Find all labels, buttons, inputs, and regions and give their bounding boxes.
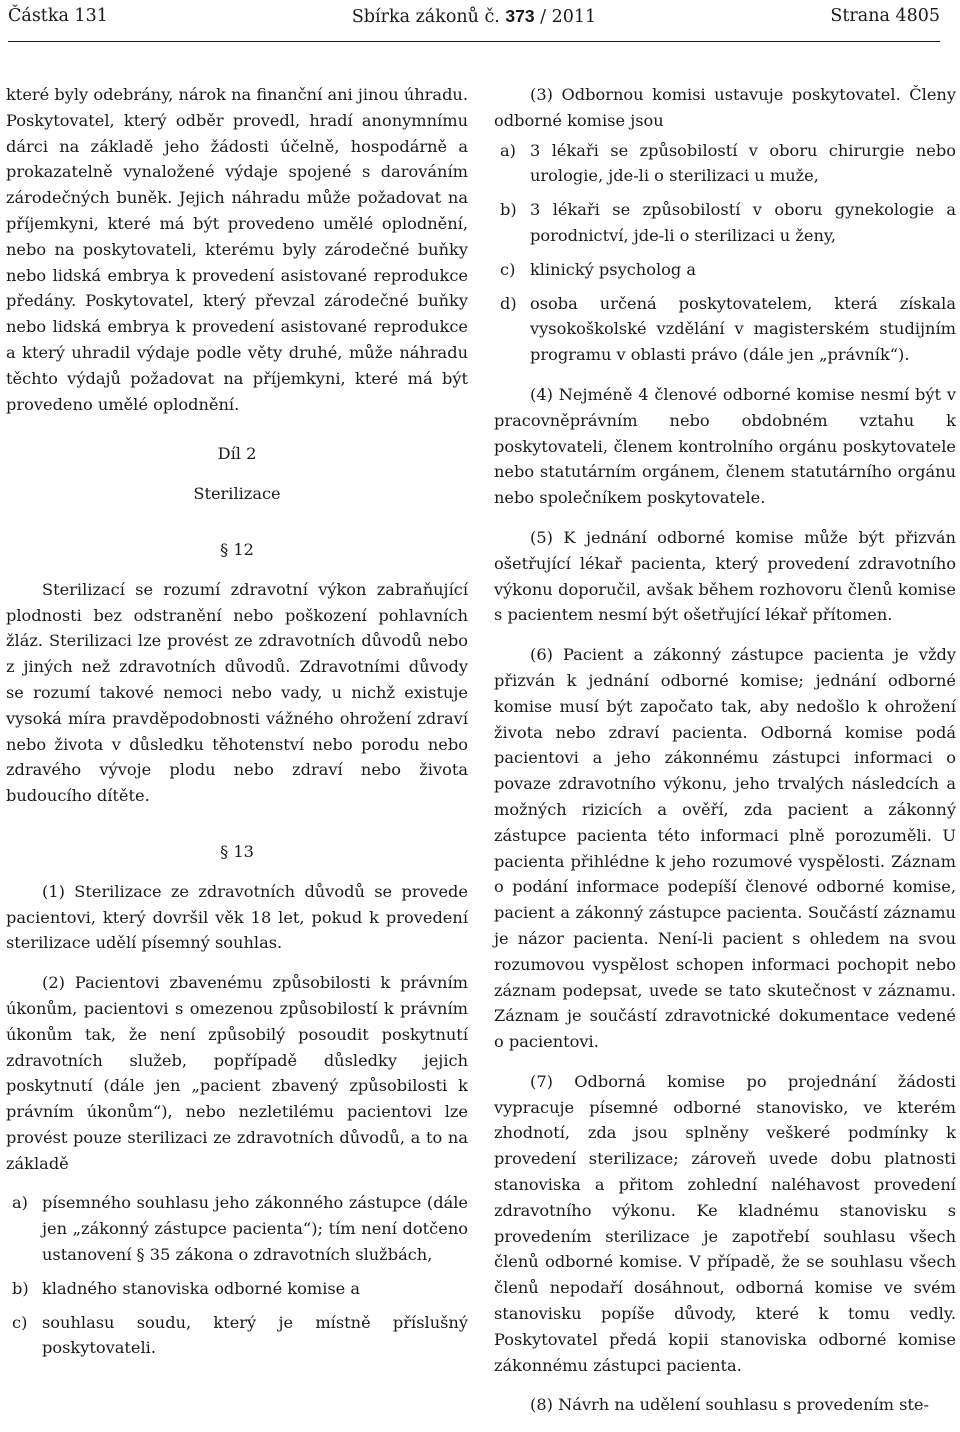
list-label: a) [12,1193,28,1213]
list-text: písemného souhlasu jeho zákonného zástupce (dále jen „zákonný zástupce pacienta“); tím není dotčeno ustanovení § 35 zákona o zdravotních službách, [42,1193,468,1265]
right-column [494,82,956,1432]
section-13-para-6: (6) Pacient a zákonný zástupce pacienta je vždy přizván k jednání odborné komise; jednání odborné komise musí být započato tak, aby nedošlo k ohrožení života nebo zdraví pacienta. Odborná komise podá pacientovi a jeho zákonnému zástupci informaci o povaze zdravotního výkonu, jeho trvalých následcích a možných rizicích a ověří, zda pacient a zákonný zástupce pacienta této informaci plně porozuměli. U pacienta přihlédne k jeho rozumové vyspělosti. Záznam o podání informace podepíší členové odborné komise, pacient a zákonný zástupce pacienta. Součástí záznamu je názor pacienta. Není-li pacient s ohledem na svou rozumovou vyspělost schopen informaci pochopit nebo záznam podepsat, uvede se tato skutečnost v záznamu. Záznam je součástí zdravotnické dokumentace vedené o pacientovi. [494,645,956,1052]
list-item [6,1190,468,1267]
list-label: b) [500,200,517,220]
part-title: Sterilizace [193,484,281,504]
paragraph-continued: které byly odebrány, nárok na finanční ani jinou úhradu. Poskytovatel, který odběr provedl, hradí anonymnímu dárci na základě jeho žádosti účelně, hospodárně a prokazatelně vynaložené výdaje spojené s darováním zárodečných buněk. Jejich náhradu může požadovat na příjemkyni, které má být provedeno umělé oplodnění, nebo na poskytovateli, kterému byly zárodečné buňky nebo lidská embrya k provedení asistované reprodukce předány. Poskytovatel, který převzal zárodečné buňky nebo lidská embrya k provedení asistované reprodukce a který uhradil výdaje podle věty druhé, může náhradu těchto výdajů požadovat na příjemkyni, které má být provedeno umělé oplodnění. [6,85,468,414]
collection-title [8,4,940,29]
collection-year: / 2011 [534,7,597,27]
list-item [6,1276,468,1302]
law-number: 373 [505,6,535,26]
part-heading: Díl 2 [217,444,257,464]
list-label: a) [500,140,516,160]
list-text: kladného stanoviska odborné komise a [42,1278,361,1298]
left-column [6,82,468,1375]
list-item [494,138,956,190]
section-13-para-1: (1) Sterilizace ze zdravotních důvodů se provede pacientovi, který dovršil věk 18 let, pokud k provedení sterilizace udělí písemný souhlas. [6,881,468,953]
section-12-heading: § 12 [220,539,254,559]
list-item [6,1310,468,1362]
section-13-heading: § 13 [220,841,254,861]
list-item [494,257,956,283]
section-13-para-7: (7) Odborná komise po projednání žádosti vypracuje písemné odborné stanovisko, ve kterém zhodnotí, zda jsou splněny veškeré podmínky k provedení sterilizace; zároveň uvede dobu platnosti stanoviska a přitom zohlední naléhavost provedení zdravotního výkonu. Ke kladnému stanovisku s provedením sterilizace je zapotřebí souhlasu všech členů odborné komise. V případě, že se souhlasu všech členů nepodaří dosáhnout, odborná komise ve svém stanovisku popíše důvody, které k tomu vedly. Poskytovatel předá kopii stanoviska odborné komise zákonnému zástupci pacienta. [494,1071,956,1375]
page-number: Strana 4805 [830,6,940,26]
list-label: d) [500,293,517,313]
collection-prefix: Sbírka zákonů č. [351,7,500,27]
page-header [8,4,940,28]
section-13-para-3: (3) Odbornou komisi ustavuje poskytovatel. Členy odborné komise jsou [494,85,956,130]
committee-members-list [494,138,956,368]
list-label: c) [12,1312,28,1332]
section-13-para-4: (4) Nejméně 4 členové odborné komise nesmí být v pracovněprávním nebo obdobném vztahu k poskytovateli, členem kontrolního orgánu poskytovatele nebo statutárním orgánem, členem statutárního orgánu nebo společníkem poskytovatele. [494,384,956,508]
consent-list [6,1190,468,1361]
list-text: 3 lékaři se způsobilostí v oboru gynekologie a porodnictví, jde-li o sterilizaci u ženy, [530,200,956,245]
section-13-para-2: (2) Pacientovi zbavenému způsobilosti k právním úkonům, pacientovi s omezenou způsobilostí k právním úkonům tak, že není způsobilý posoudit poskytnutí zdravotních služeb, popřípadě důsledky jejich poskytnutí (dále jen „pacient zbavený způsobilosti k právním úkonům“), nebo nezletilému pacientovi lze provést pouze sterilizaci ze zdravotních důvodů, a to na základě [6,973,468,1173]
list-label: c) [500,259,516,279]
section-12-text: Sterilizací se rozumí zdravotní výkon zabraňující plodnosti bez odstranění nebo poškození pohlavních žláz. Sterilizaci lze provést ze zdravotních důvodů nebo z jiných než zdravotních důvodů. Zdravotními důvody se rozumí takové nemoci nebo vady, u nichž existuje vysoká míra pravděpodobnosti vážného ohrožení zdraví nebo života v důsledku těhotenství nebo porodu nebo zdravého vývoje plodu nebo zdraví nebo života budoucího dítěte. [6,579,468,806]
list-text: souhlasu soudu, který je místně příslušný poskytovateli. [42,1312,468,1358]
list-item [494,291,956,368]
issue-number: Částka 131 [8,6,108,26]
list-label: b) [12,1278,29,1298]
list-text: 3 lékaři se způsobilostí v oboru chirurgie nebo urologie, jde-li o sterilizaci u muže, [530,140,956,186]
section-13-para-8: (8) Návrh na udělení souhlasu s provedením ste- [530,1395,929,1415]
header-divider [8,41,940,42]
list-text: osoba určená poskytovatelem, která získala vysokoškolské vzdělání v magisterském studijním programu v oblasti právo (dále jen „právník“). [530,293,956,365]
list-item [494,197,956,249]
section-13-para-5: (5) K jednání odborné komise může být přizván ošetřující lékař pacienta, který provedení zdravotního výkonu doporučil, avšak během rozhovoru členů komise s pacientem nesmí být ošetřující lékař přítomen. [494,527,956,625]
list-text: klinický psycholog a [530,259,697,279]
